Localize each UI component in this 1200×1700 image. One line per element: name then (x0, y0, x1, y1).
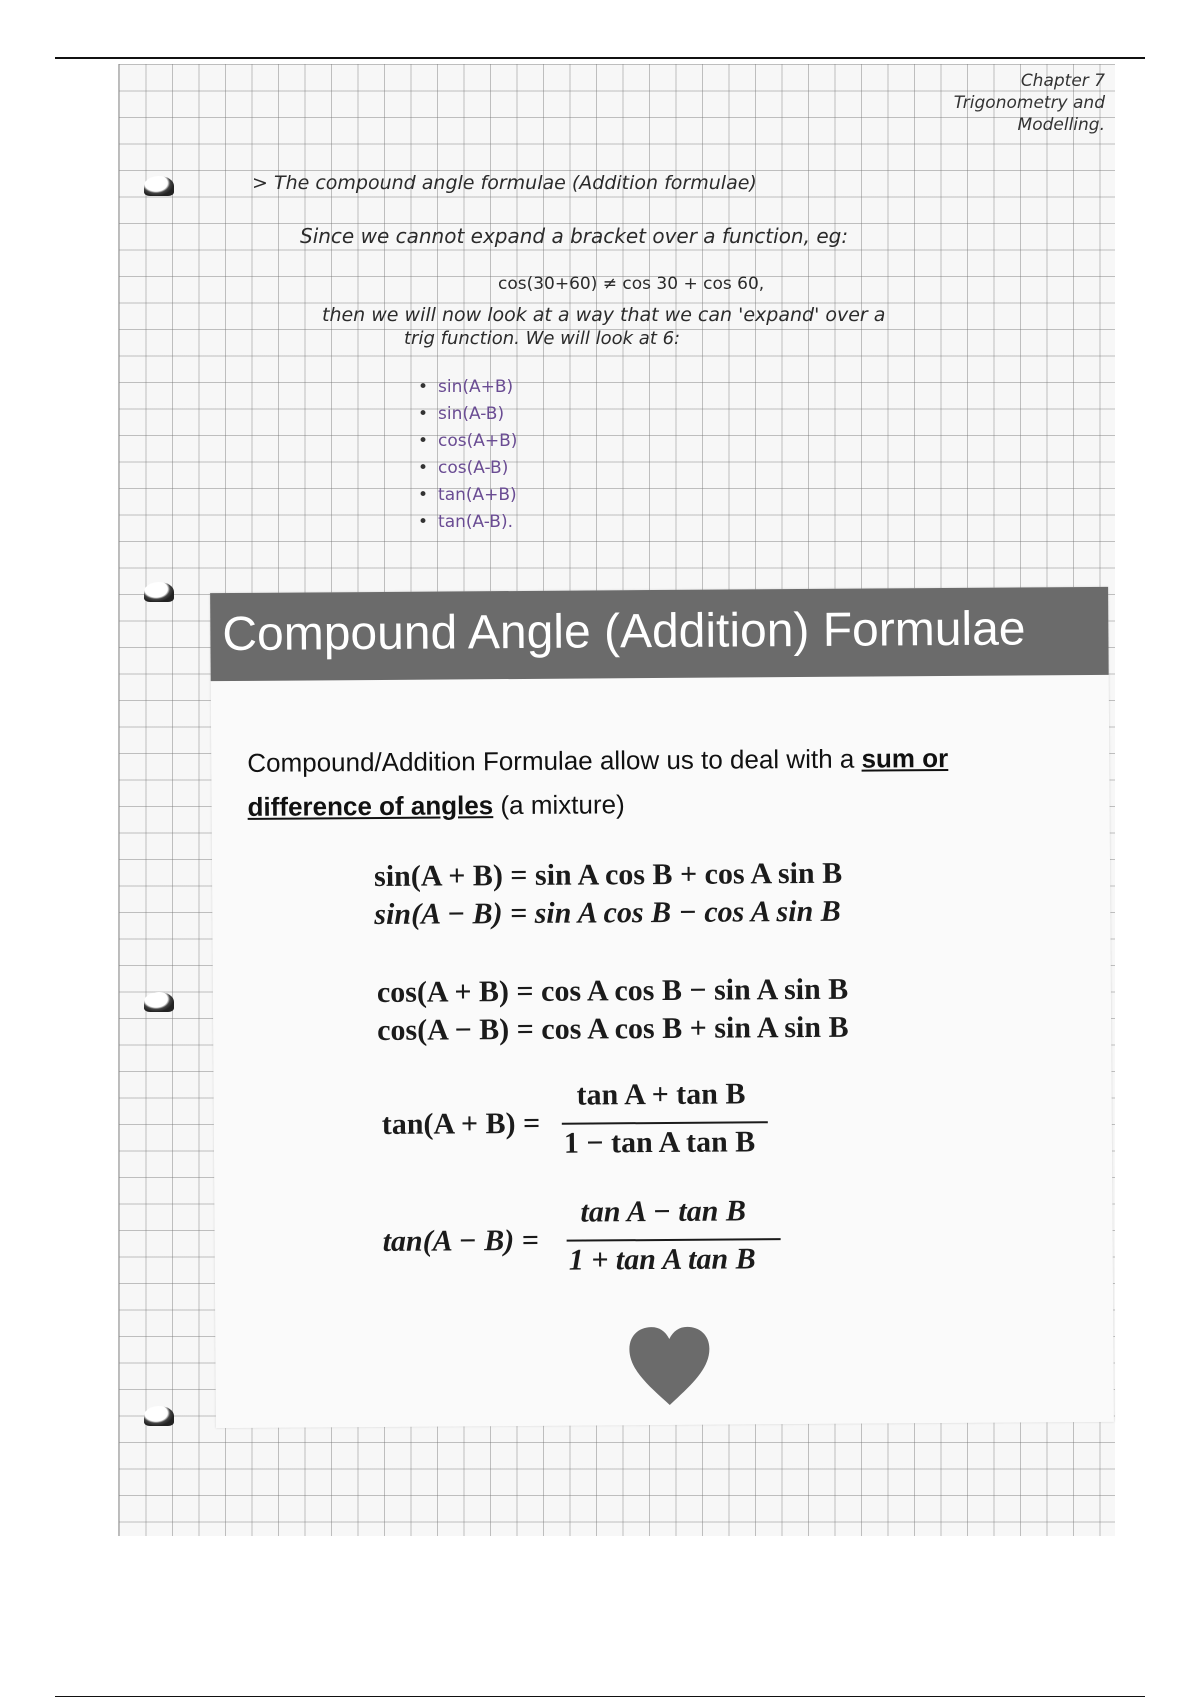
bullet-text: tan(A-B). (438, 512, 514, 532)
fraction-denominator: 1 − tan A tan B (563, 1125, 756, 1160)
fraction-numerator: tan A − tan B (580, 1194, 747, 1229)
bullet-text: cos(A+B) (438, 431, 518, 451)
slide-title: Compound Angle (Addition) Formulae (222, 602, 1026, 662)
notes-heading: > The compound angle formulae (Addition formulae) (252, 172, 757, 194)
bullet-text: tan(A+B) (438, 485, 517, 505)
chapter-line: Modelling. (1017, 115, 1105, 135)
notes-line: Since we cannot expand a bracket over a function, eg: (300, 224, 849, 248)
notes-example: cos(30+60) ≠ cos 30 + cos 60, (498, 274, 765, 294)
punch-hole (144, 176, 174, 196)
top-rule (55, 57, 1145, 59)
chapter-line: Chapter 7 (1020, 71, 1105, 91)
fraction-bar (562, 1121, 768, 1124)
formula-cos-minus: cos(A − B) = cos A cos B + sin A sin B (377, 1010, 849, 1047)
fraction-denominator: 1 + tan A tan B (568, 1242, 756, 1277)
fraction-bar (567, 1238, 781, 1241)
formula-sin-minus: sin(A − B) = sin A cos B − cos A sin B (374, 894, 841, 932)
intro-emphasis: sum or difference of angles (247, 742, 949, 822)
notes-line: trig function. We will look at 6: (404, 328, 681, 349)
formula-tan-minus (382, 1194, 803, 1277)
fraction-numerator: tan A + tan B (576, 1077, 746, 1112)
slide-title-bar (210, 587, 1109, 681)
formula-cos-plus: cos(A + B) = cos A cos B − sin A sin B (376, 972, 849, 1009)
intro-text: (a mixture) (493, 789, 625, 821)
bullet-text: sin(A+B) (438, 377, 514, 397)
printed-slide (210, 587, 1114, 1428)
punch-hole (144, 1406, 174, 1426)
intro-text: Compound/Addition Formulae allow us to deal with a (247, 743, 862, 778)
list-item: • sin(A-B) (418, 404, 505, 424)
chapter-line: Trigonometry and (953, 93, 1105, 113)
formula-tan-plus (381, 1077, 782, 1160)
formula-lhs: tan(A + B) = (381, 1106, 541, 1141)
bullet-text: cos(A-B) (438, 458, 509, 478)
list-item: • cos(A-B) (418, 458, 509, 478)
formula-lhs: tan(A − B) = (382, 1223, 539, 1258)
punch-hole (144, 582, 174, 602)
formula-sin-plus: sin(A + B) = sin A cos B + cos A sin B (373, 856, 843, 894)
heart-icon (627, 1325, 712, 1410)
list-item: • sin(A+B) (418, 377, 514, 397)
slide-intro (247, 735, 1038, 829)
bullet-list (418, 374, 517, 536)
chapter-label (905, 70, 1105, 136)
list-item: • cos(A+B) (418, 431, 518, 451)
list-item: • tan(A-B). (418, 512, 514, 532)
bottom-rule (55, 1696, 1145, 1697)
list-item: • tan(A+B) (418, 485, 517, 505)
notes-line: then we will now look at a way that we can 'expand' over a (322, 304, 886, 326)
bullet-text: sin(A-B) (438, 404, 505, 424)
punch-hole (144, 992, 174, 1012)
